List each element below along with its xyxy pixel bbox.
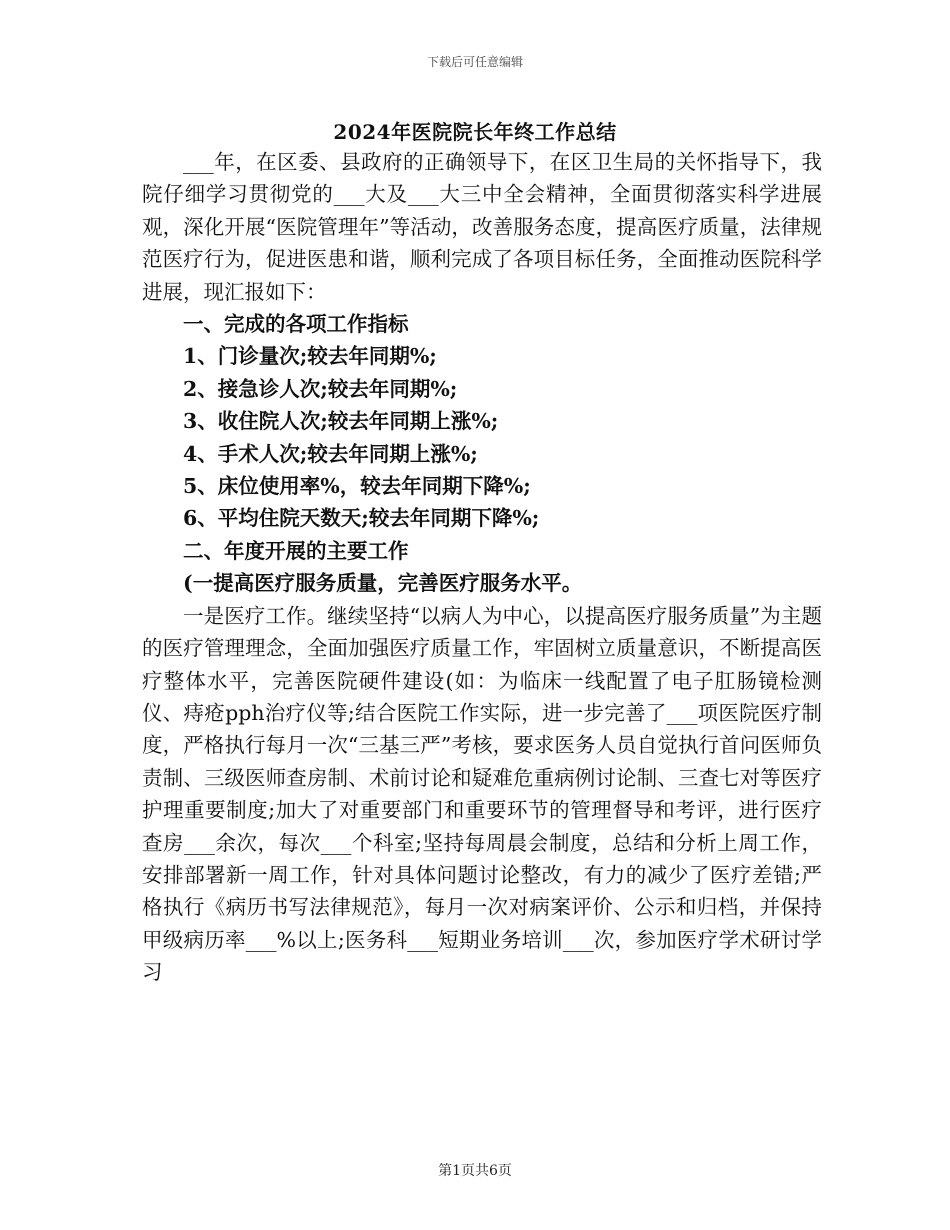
document-title: 2024年医院院长年终工作总结	[333, 120, 617, 144]
medical-work-paragraph: 一是医疗工作。继续坚持“以病人为中心，以提高医疗服务质量”为主题的医疗管理理念，全面加强医疗质量工作，牢固树立质量意识，不断提高医疗整体水平，完善医院硬件建设(如：为临床一线配置了电子肛肠镜检测仪、痔疮pph治疗仪等;结合医院工作实际，进一步完善了___项医院医疗制度，严格执行每月一次“三基三严”考核，要求医务人员自觉执行首问医师负责制、三级医师查房制、术前讨论和疑难危重病例讨论制、三查七对等医疗护理重要制度;加大了对重要部门和重要环节的管理督导和考评，进行医疗查房___余次，每次___个科室;坚持每周晨会制度，总结和分析上周工作，安排部署新一周工作，针对具体问题讨论整改，有力的减少了医疗差错;严格执行《病历书写法律规范》，每月一次对病案评价、公示和归档，并保持甲级病历率___%以上;医务科___短期业务培训___次，参加医疗学术研讨学习	[142, 603, 822, 985]
section-heading-1: 一、完成的各项工作指标	[183, 312, 409, 337]
document-body	[142, 146, 822, 989]
indicator-item-2: 2、接急诊人次;较去年同期%;	[183, 376, 458, 401]
indicator-item-6: 6、平均住院天数天;较去年同期下降%;	[183, 506, 540, 531]
page-footer: 第1页共6页	[438, 1163, 512, 1179]
indicator-item-4: 4、手术人次;较去年同期上涨%;	[183, 441, 478, 466]
indicator-item-5: 5、床位使用率%，较去年同期下降%;	[183, 474, 531, 499]
intro-paragraph: ___年，在区委、县政府的正确领导下，在区卫生局的关怀指导下，我院仔细学习贯彻党的___大及___大三中全会精神，全面贯彻落实科学进展观，深化开展“医院管理年”等活动，改善服务态度，提高医疗质量，法律规范医疗行为，促进医患和谐，顺利完成了各项目标任务，全面推动医院科学进展，现汇报如下：	[142, 150, 822, 304]
section-heading-2: 二、年度开展的主要工作	[183, 538, 409, 563]
indicator-item-3: 3、收住院人次;较去年同期上涨%;	[183, 409, 499, 434]
indicator-item-1: 1、门诊量次;较去年同期%;	[183, 344, 437, 369]
subsection-heading-1: (一提高医疗服务质量，完善医疗服务水平。	[183, 571, 583, 596]
page-header: 下载后可任意编辑	[426, 55, 523, 69]
